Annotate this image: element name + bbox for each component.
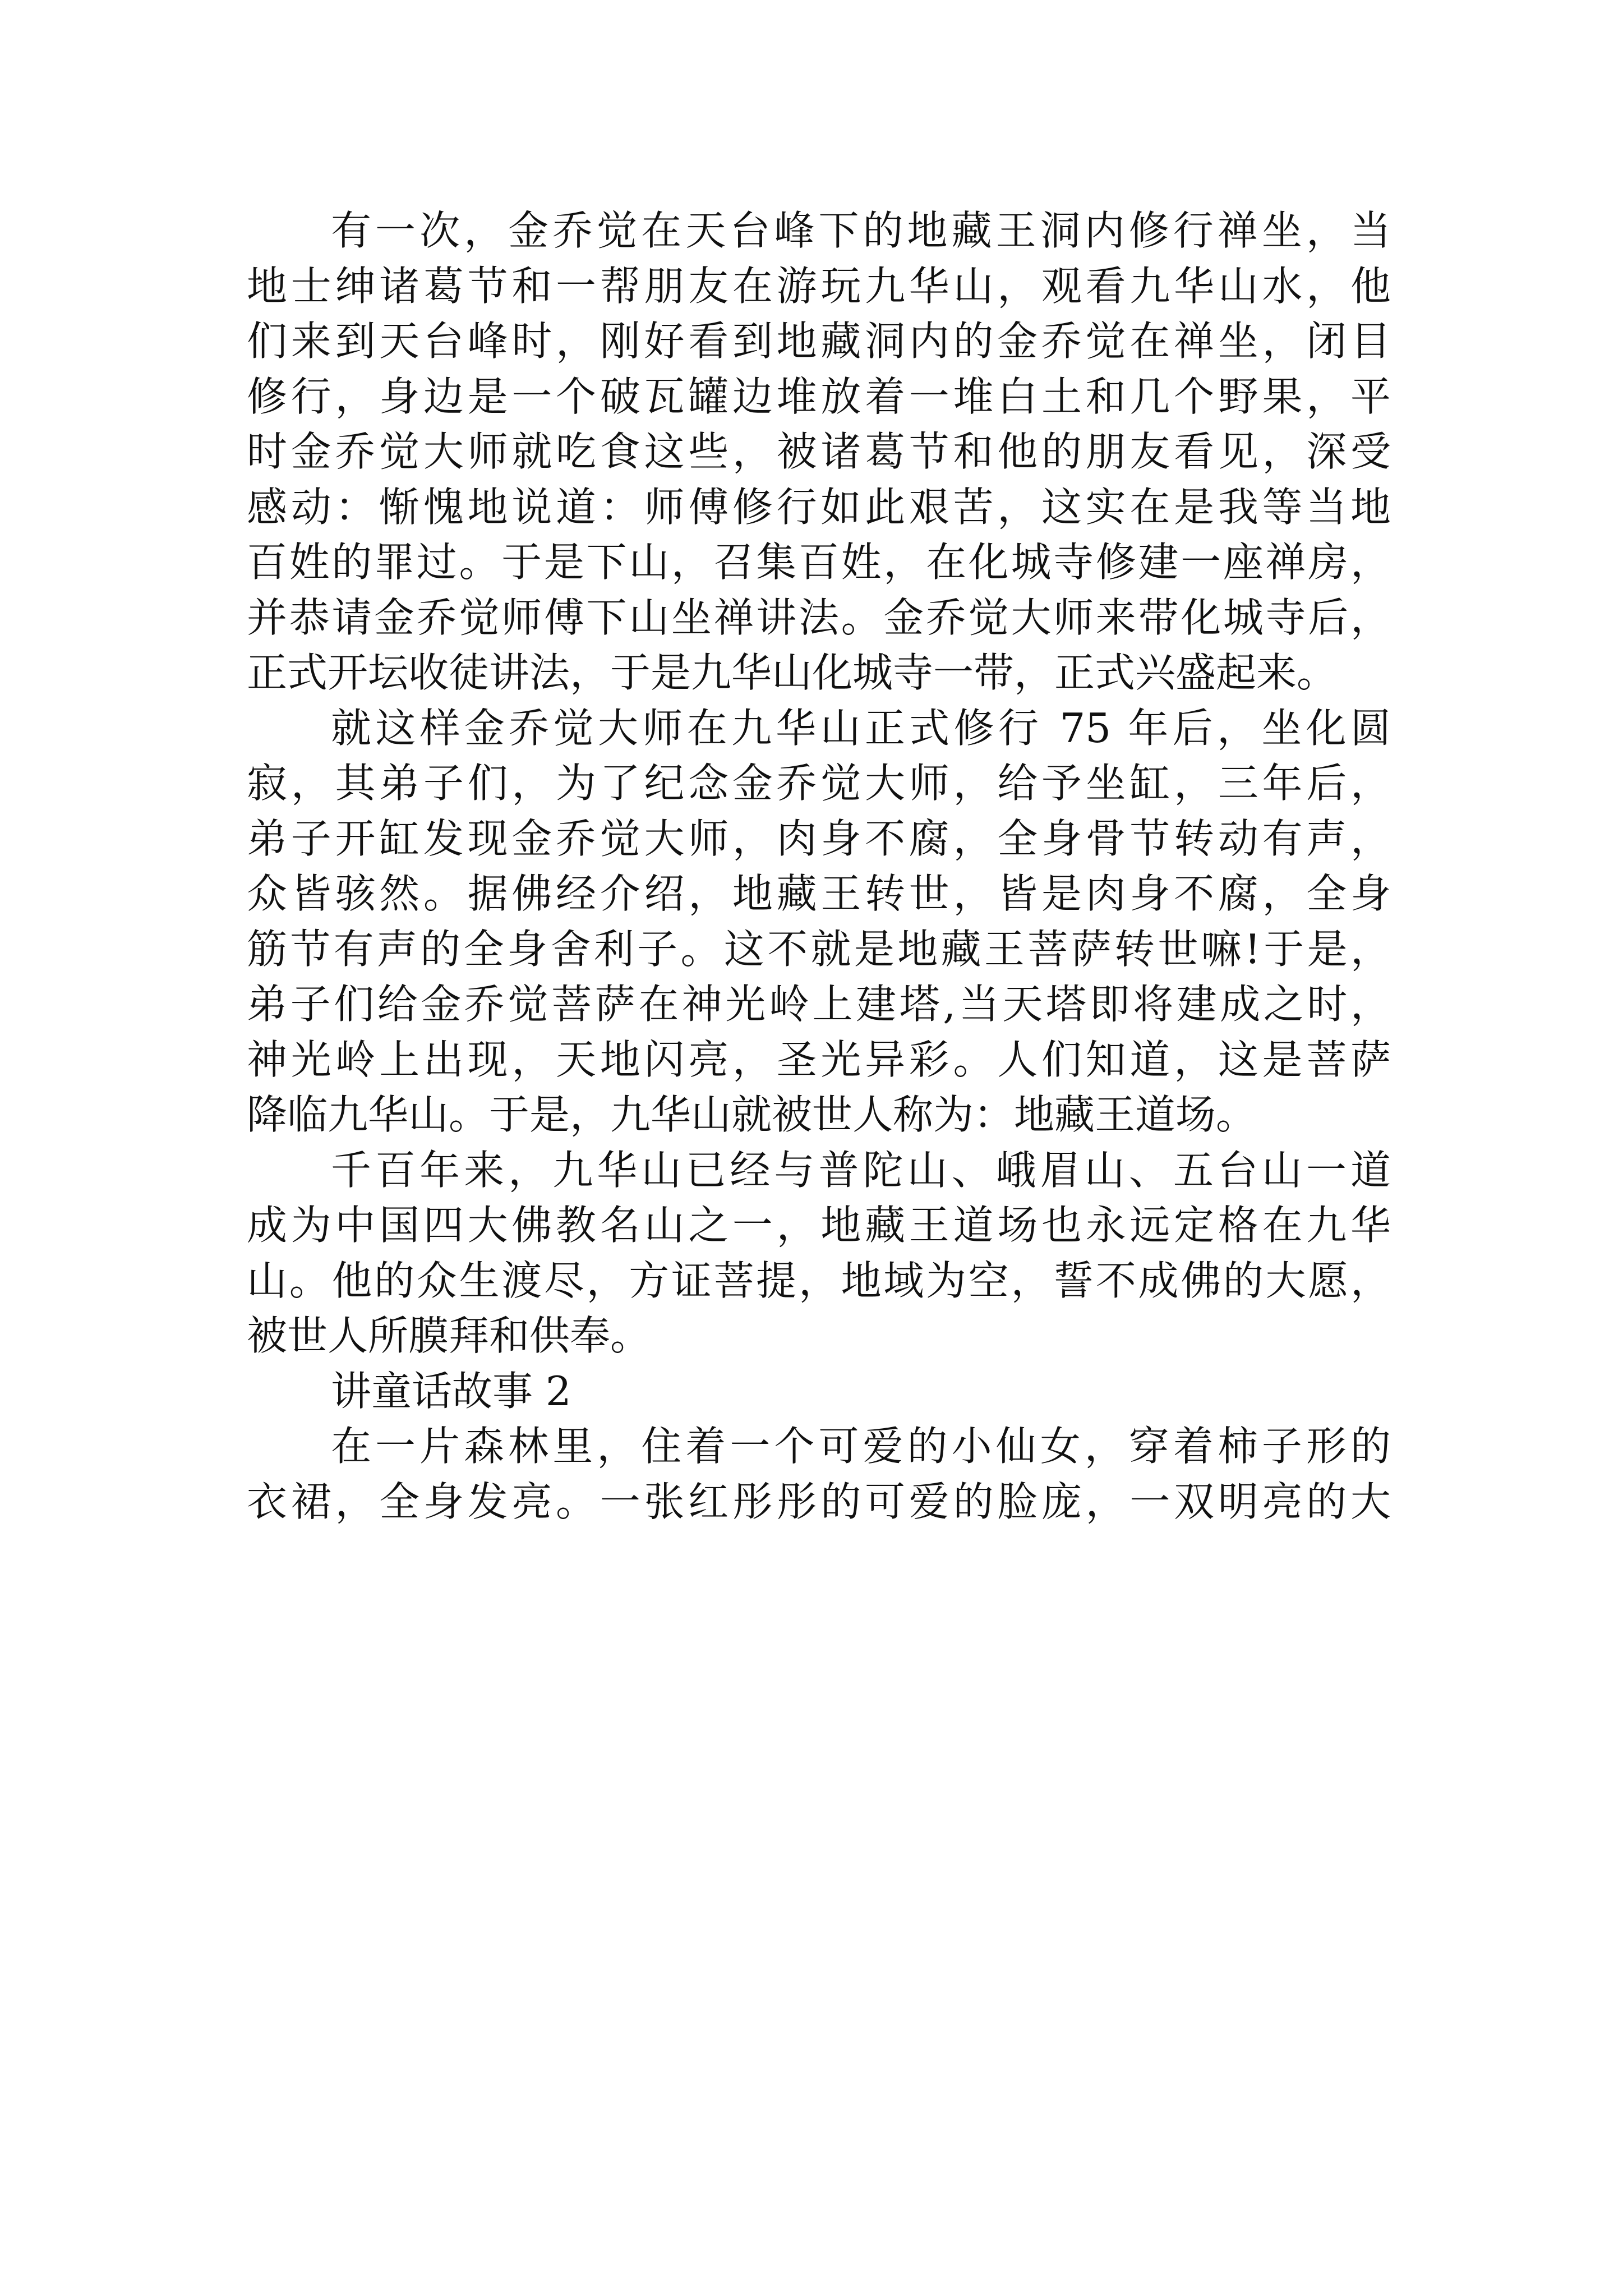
paragraph-2-line-1: 就这样金乔觉大师在九华山正式修行 75 年后，坐化圆: [331, 704, 1391, 752]
section-heading: 讲童话故事 2: [331, 1367, 571, 1415]
paragraph-5-line-1: 在一片森林里，住着一个可爱的小仙女，穿着柿子形的: [331, 1423, 1391, 1470]
paragraph-1-line-6: 感动：惭愧地说道：师傅修行如此艰苦，这实在是我等当地: [247, 483, 1391, 531]
paragraph-2-line-8: 降临九华山。于是，九华山就被世人称为：地藏王道场。: [247, 1091, 1257, 1138]
paragraph-3-line-1: 千百年来，九华山已经与普陀山、峨眉山、五台山一道: [331, 1146, 1391, 1194]
paragraph-2-line-6: 弟子们给金乔觉菩萨在神光岭上建塔,当天塔即将建成之时，: [247, 981, 1391, 1028]
paragraph-5-line-2: 衣裙，全身发亮。一张红彤彤的可爱的脸庞，一双明亮的大: [247, 1478, 1391, 1525]
paragraph-2-line-5: 筋节有声的全身舍利子。这不就是地藏王菩萨转世嘛!于是，: [247, 925, 1391, 973]
paragraph-1-line-2: 地士绅诸葛节和一帮朋友在游玩九华山，观看九华山水，他: [247, 262, 1391, 310]
paragraph-2-line-4: 众皆骇然。据佛经介绍，地藏王转世，皆是肉身不腐，全身: [247, 870, 1391, 917]
paragraph-3-line-2: 成为中国四大佛教名山之一，地藏王道场也永远定格在九华: [247, 1202, 1391, 1249]
paragraph-1-line-3: 们来到天台峰时，刚好看到地藏洞内的金乔觉在禅坐，闭目: [247, 318, 1391, 365]
paragraph-3-line-4: 被世人所膜拜和供奉。: [247, 1312, 651, 1359]
paragraph-1-line-5: 时金乔觉大师就吃食这些，被诸葛节和他的朋友看见，深受: [247, 428, 1391, 475]
paragraph-1-line-9: 正式开坛收徒讲法，于是九华山化城寺一带，正式兴盛起来。: [247, 649, 1338, 696]
paragraph-1-line-7: 百姓的罪过。于是下山，召集百姓，在化城寺修建一座禅房，: [247, 539, 1391, 586]
paragraph-1-line-4: 修行，身边是一个破瓦罐边堆放着一堆白土和几个野果，平: [247, 372, 1391, 420]
paragraph-3-line-3: 山。他的众生渡尽，方证菩提，地域为空，誓不成佛的大愿，: [247, 1257, 1391, 1304]
paragraph-1-line-8: 并恭请金乔觉师傅下山坐禅讲法。金乔觉大师来带化城寺后，: [247, 593, 1391, 641]
paragraph-2-line-3: 弟子开缸发现金乔觉大师，肉身不腐，全身骨节转动有声，: [247, 815, 1391, 862]
paragraph-1-line-1: 有一次，金乔觉在天台峰下的地藏王洞内修行禅坐，当: [331, 207, 1391, 254]
paragraph-2-line-7: 神光岭上出现，天地闪亮，圣光异彩。人们知道，这是菩萨: [247, 1036, 1391, 1083]
document-body: [247, 203, 1391, 1529]
paragraph-2-line-2: 寂，其弟子们，为了纪念金乔觉大师，给予坐缸，三年后，: [247, 760, 1391, 807]
